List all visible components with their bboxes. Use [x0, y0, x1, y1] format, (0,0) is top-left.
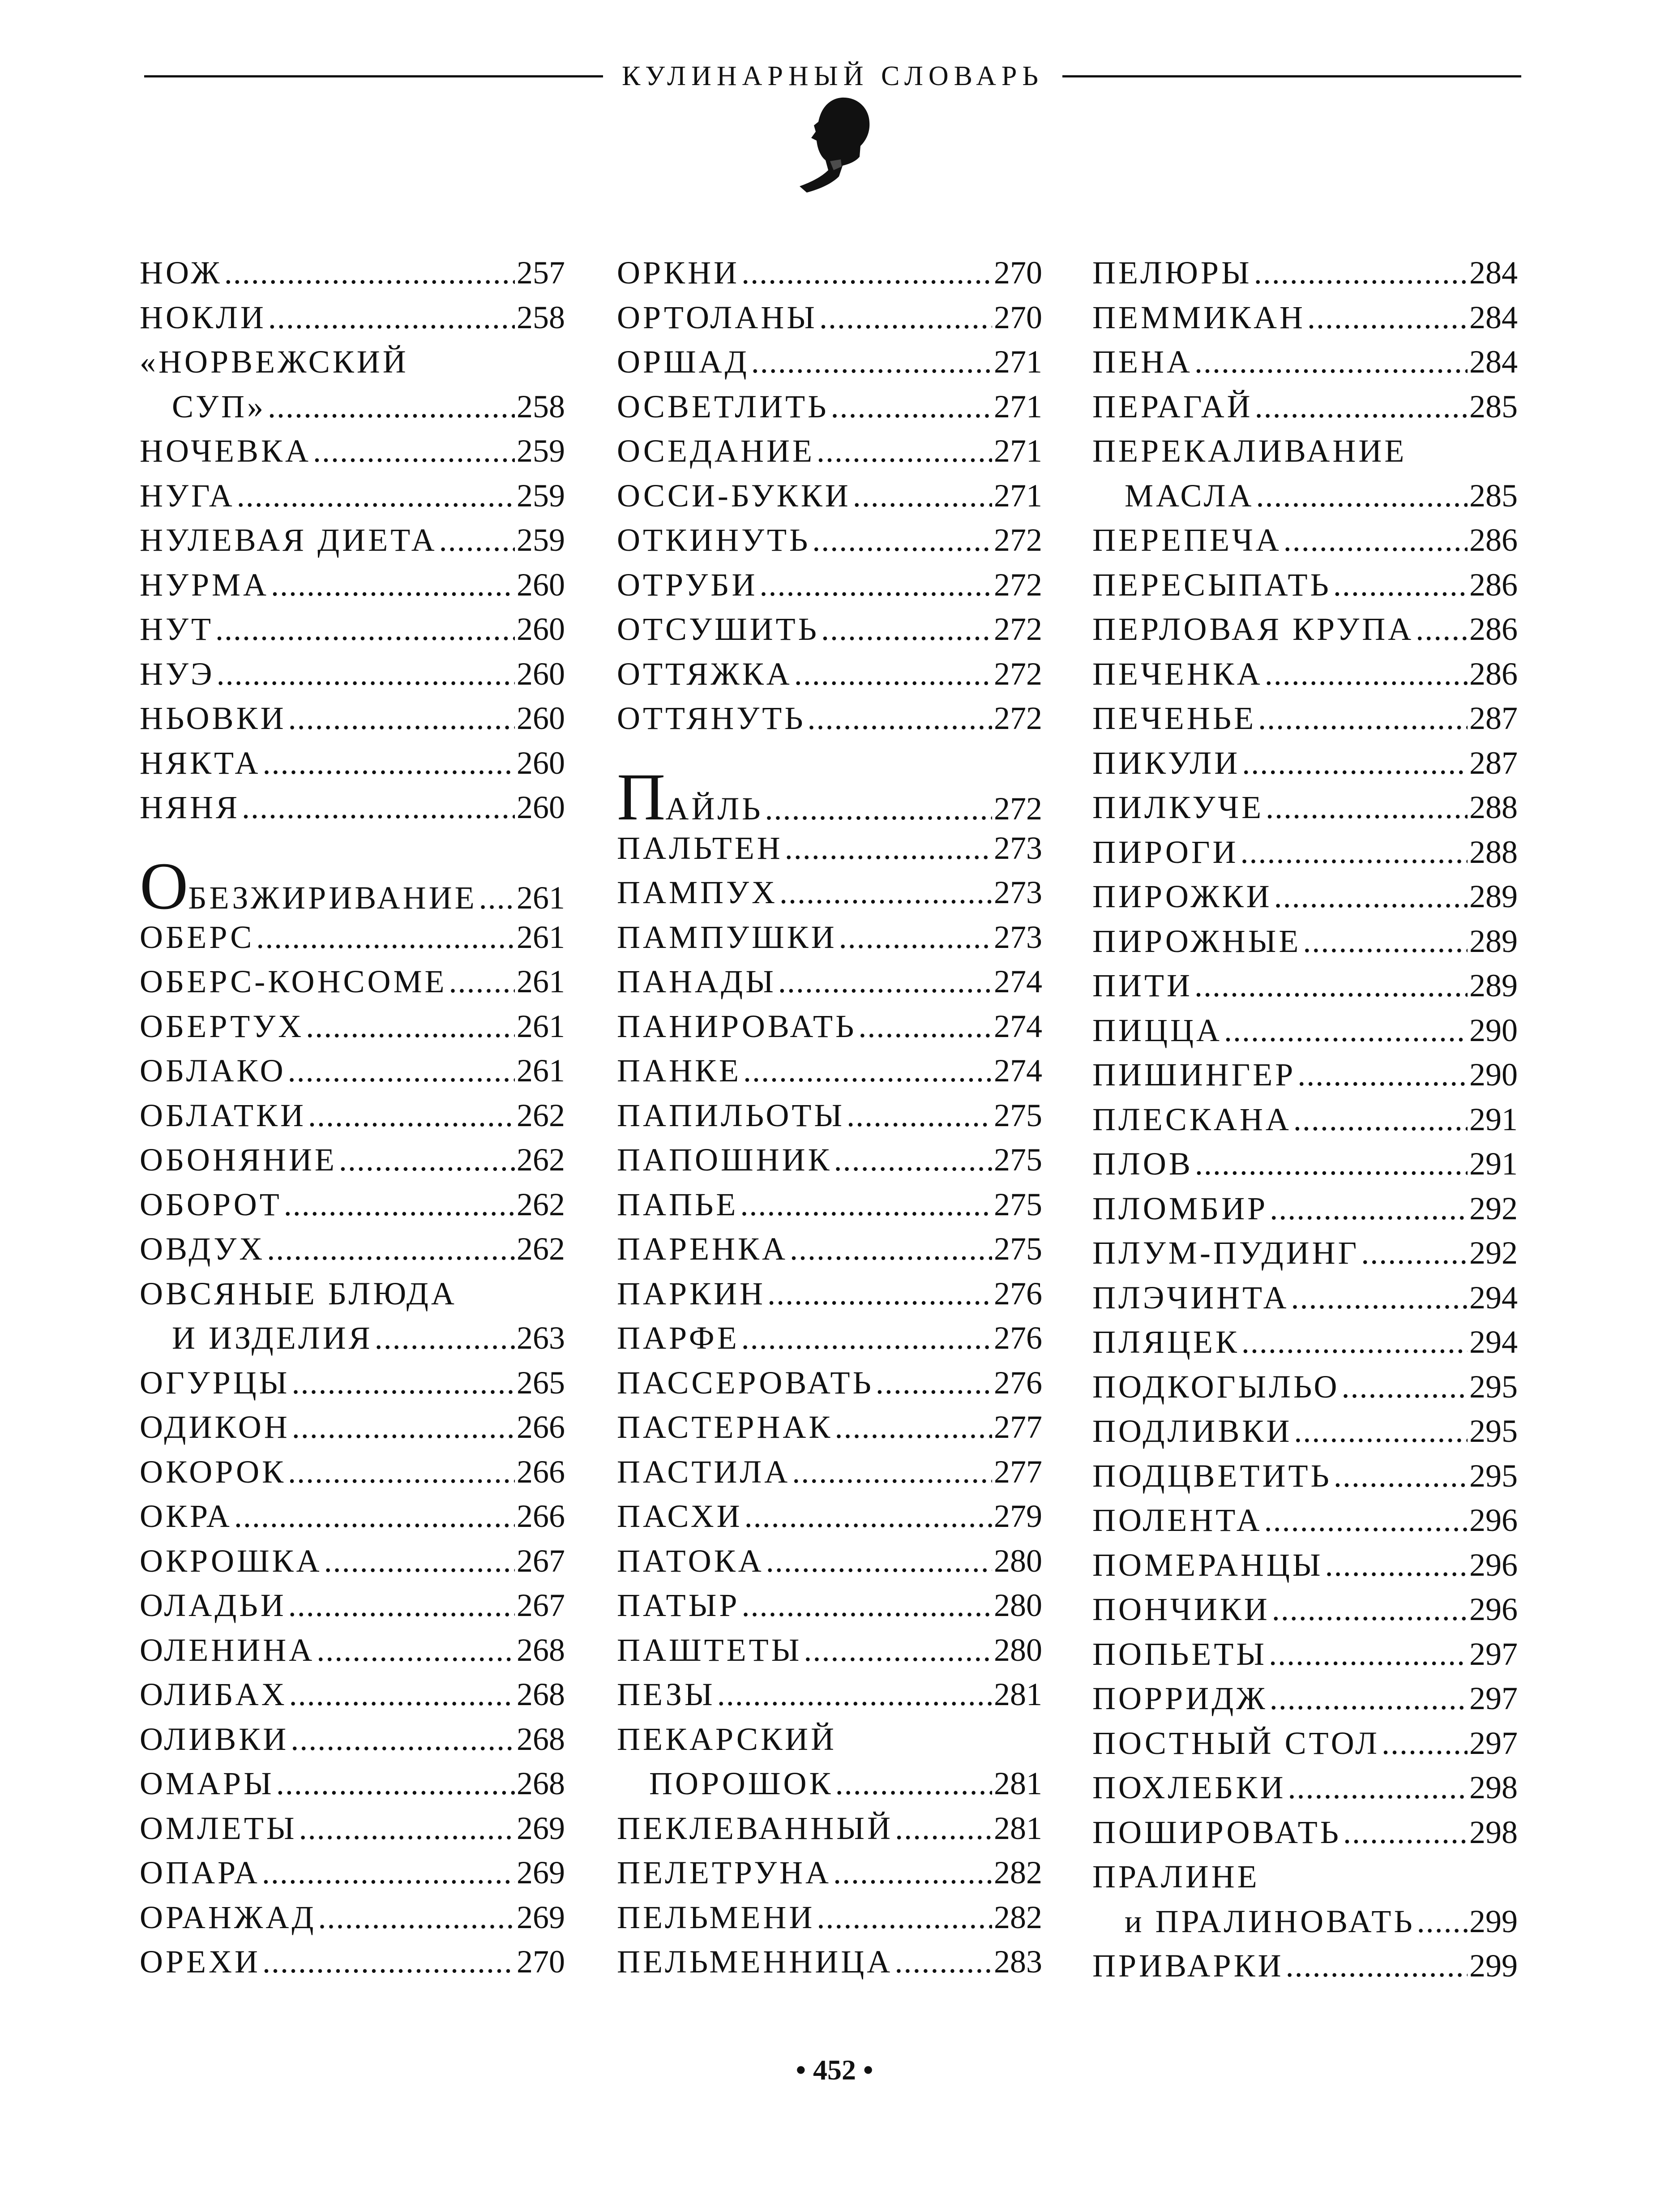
- index-entry: ОБЕРС ..... 261: [140, 915, 565, 960]
- index-entry: ПЕЗЫ ..... 281: [617, 1672, 1042, 1717]
- index-entry: ПИЛКУЧЕ ..... 288: [1092, 785, 1518, 830]
- index-entry: ПАНИРОВАТЬ ..... 274: [617, 1004, 1042, 1049]
- index-entry: ПЕРЛОВАЯ КРУПА ..... 286: [1092, 607, 1518, 652]
- index-entry: ОЛИВКИ ..... 268: [140, 1717, 565, 1762]
- index-entry: ПАСТЕРНАК ..... 277: [617, 1405, 1042, 1450]
- index-entry: ОКРА ..... 266: [140, 1494, 565, 1539]
- index-entry: ПЕРАГАЙ ..... 285: [1092, 385, 1518, 429]
- index-entry: ПРИВАРКИ ..... 299: [1092, 1944, 1518, 1989]
- index-entry: ПЕММИКАН ..... 284: [1092, 296, 1518, 340]
- index-entry: ПИТИ ..... 289: [1092, 964, 1518, 1008]
- index-entry: ПИКУЛИ ..... 287: [1092, 741, 1518, 786]
- index-entry: ПЛОМБИР ..... 292: [1092, 1187, 1518, 1231]
- index-entry: ПОДЛИВКИ ..... 295: [1092, 1409, 1518, 1454]
- index-entry: ПАЛЬТЕН ..... 273: [617, 826, 1042, 871]
- index-entry: ПИРОГИ ..... 288: [1092, 830, 1518, 875]
- index-entry: ПЛОВ ..... 291: [1092, 1142, 1518, 1187]
- index-entry-head: «НОРВЕЖСКИЙ: [140, 344, 409, 380]
- index-entry: НОЧЕВКА ..... 259: [140, 429, 565, 474]
- index-entry: ОПАРА ..... 269: [140, 1851, 565, 1895]
- index-entry-continuation: СУП» ..... 258: [140, 385, 565, 429]
- index-entry: ПЛЕСКАНА ..... 291: [1092, 1097, 1518, 1142]
- index-entry: ПАТОКА ..... 280: [617, 1539, 1042, 1584]
- index-entry-head: ПРАЛИНЕ: [1092, 1859, 1260, 1895]
- index-entry: ПОДЦВЕТИТЬ ..... 295: [1092, 1454, 1518, 1499]
- index-entry: ПОРРИДЖ ..... 297: [1092, 1676, 1518, 1721]
- index-entry: ПАПЬЕ ..... 275: [617, 1183, 1042, 1227]
- index-entry: ОБЛАТКИ ..... 262: [140, 1093, 565, 1138]
- index-column-2: [617, 251, 1042, 1985]
- index-entry: ОРШАД ..... 271: [617, 340, 1042, 385]
- index-entry: ПЛЭЧИНТА ..... 294: [1092, 1276, 1518, 1320]
- section-first-entry-p: ПАЙЛЬ ..... 272: [617, 768, 1042, 826]
- index-entry: ОБЕРС-КОНСОМЕ ..... 261: [140, 960, 565, 1004]
- header-rule-left: [144, 75, 603, 77]
- index-entry: ПОШИРОВАТЬ ..... 298: [1092, 1810, 1518, 1855]
- drop-letter: О: [140, 849, 188, 923]
- index-entry: НЬОВКИ ..... 260: [140, 696, 565, 741]
- index-entry: ОБОРОТ ..... 262: [140, 1183, 565, 1227]
- section-first-entry-o: ОБЕЗЖИРИВАНИЕ ..... 261: [140, 857, 565, 915]
- index-entry: ПОСТНЫЙ СТОЛ ..... 297: [1092, 1721, 1518, 1766]
- index-entry: ПЕНА ..... 284: [1092, 340, 1518, 385]
- index-entry: ОВДУХ ..... 262: [140, 1227, 565, 1272]
- index-entry: ОСВЕТЛИТЬ ..... 271: [617, 385, 1042, 429]
- index-entry-head: ОВСЯНЫЕ БЛЮДА: [140, 1275, 457, 1312]
- index-entry: ПОПЬЕТЫ ..... 297: [1092, 1632, 1518, 1677]
- index-entry: ПЕКЛЕВАННЫЙ ..... 281: [617, 1806, 1042, 1851]
- index-entry: НУТ ..... 260: [140, 607, 565, 652]
- index-entry: ОРАНЖАД ..... 269: [140, 1895, 565, 1940]
- index-entry: ОБЛАКО ..... 261: [140, 1049, 565, 1093]
- index-entry: ОТКИНУТЬ ..... 272: [617, 518, 1042, 563]
- index-entry: ОМЛЕТЫ ..... 269: [140, 1806, 565, 1851]
- index-entry: ОЛИБАХ ..... 268: [140, 1672, 565, 1717]
- index-entry: ПОНЧИКИ ..... 296: [1092, 1587, 1518, 1632]
- index-entry: ОРТОЛАНЫ ..... 270: [617, 296, 1042, 340]
- index-entry: ПАМПУХ ..... 273: [617, 870, 1042, 915]
- index-entry: ПАНАДЫ ..... 274: [617, 960, 1042, 1004]
- index-entry: ПИРОЖНЫЕ ..... 289: [1092, 919, 1518, 964]
- index-entry: ОРКНИ ..... 270: [617, 251, 1042, 296]
- index-entry: ПЛУМ-ПУДИНГ ..... 292: [1092, 1231, 1518, 1276]
- index-entry: ПИШИНГЕР ..... 290: [1092, 1053, 1518, 1097]
- index-entry: ОТСУШИТЬ ..... 272: [617, 607, 1042, 652]
- index-entry: ПЕРЕСЫПАТЬ ..... 286: [1092, 563, 1518, 608]
- index-entry-continuation: и ПРАЛИНОВАТЬ ..... 299: [1092, 1899, 1518, 1944]
- index-entry: НУРМА ..... 260: [140, 563, 565, 608]
- index-entry: ОМАРЫ ..... 268: [140, 1762, 565, 1806]
- index-entry: ПАССЕРОВАТЬ ..... 276: [617, 1361, 1042, 1406]
- index-entry: ПОХЛЕБКИ ..... 298: [1092, 1766, 1518, 1810]
- index-entry: ПАСХИ ..... 279: [617, 1494, 1042, 1539]
- index-entry: НОЖ ..... 257: [140, 251, 565, 296]
- index-entry-head: ПЕРЕКАЛИВАНИЕ: [1092, 433, 1407, 469]
- index-entry: ПОЛЕНТА ..... 296: [1092, 1498, 1518, 1543]
- index-entry: ОЛАДЬИ ..... 267: [140, 1583, 565, 1628]
- index-entry: ОССИ-БУККИ ..... 271: [617, 474, 1042, 519]
- index-entry: ПЕЛЬМЕНИ ..... 282: [617, 1895, 1042, 1940]
- index-entry: ОТТЯЖКА ..... 272: [617, 652, 1042, 697]
- index-entry: ПАСТИЛА ..... 277: [617, 1450, 1042, 1495]
- index-entry: ОКОРОК ..... 266: [140, 1450, 565, 1495]
- index-entry: ОСЕДАНИЕ ..... 271: [617, 429, 1042, 474]
- index-entry: ПЕЛЬМЕННИЦА ..... 283: [617, 1940, 1042, 1985]
- index-entry: НУЭ ..... 260: [140, 652, 565, 697]
- index-entry: ПЕЧЕНКА ..... 286: [1092, 652, 1518, 697]
- index-entry: ПАРЕНКА ..... 275: [617, 1227, 1042, 1272]
- index-entry: ПЛЯЦЕК ..... 294: [1092, 1320, 1518, 1365]
- index-entry: ПАМПУШКИ ..... 273: [617, 915, 1042, 960]
- index-entry: ПИРОЖКИ ..... 289: [1092, 875, 1518, 919]
- index-entry: ОГУРЦЫ ..... 265: [140, 1361, 565, 1406]
- index-entry: ОТРУБИ ..... 272: [617, 563, 1042, 608]
- index-entry: ОЛЕНИНА ..... 268: [140, 1628, 565, 1673]
- index-entry: ПАПОШНИК ..... 275: [617, 1138, 1042, 1183]
- index-entry: ПЕЛЮРЫ ..... 284: [1092, 251, 1518, 296]
- index-entry: ОБЕРТУХ ..... 261: [140, 1004, 565, 1049]
- index-entry: НОКЛИ ..... 258: [140, 296, 565, 340]
- page-number: • 452 •: [796, 2054, 873, 2086]
- index-entry: ПАПИЛЬОТЫ ..... 275: [617, 1093, 1042, 1138]
- index-entry: ОТТЯНУТЬ ..... 272: [617, 696, 1042, 741]
- silhouette-portrait-icon: [789, 94, 883, 193]
- drop-letter: П: [617, 759, 666, 834]
- index-entry: ОДИКОН ..... 266: [140, 1405, 565, 1450]
- index-entry: ПОМЕРАНЦЫ ..... 296: [1092, 1543, 1518, 1588]
- index-entry-continuation: МАСЛА ..... 285: [1092, 474, 1518, 519]
- header-title: КУЛИНАРНЫЙ СЛОВАРЬ: [622, 60, 1044, 91]
- index-entry: ОКРОШКА ..... 267: [140, 1539, 565, 1584]
- index-entry: ПИЦЦА ..... 290: [1092, 1008, 1518, 1053]
- index-column-1: [140, 251, 565, 1985]
- index-entry: ПАШТЕТЫ ..... 280: [617, 1628, 1042, 1673]
- index-entry: ПОДКОГЫЛЬО ..... 295: [1092, 1365, 1518, 1410]
- index-entry: ПАРФЕ ..... 276: [617, 1316, 1042, 1361]
- index-entry: НУЛЕВАЯ ДИЕТА ..... 259: [140, 518, 565, 563]
- index-entry: ПАРКИН ..... 276: [617, 1272, 1042, 1316]
- index-entry: ПЕЛЕТРУНА ..... 282: [617, 1851, 1042, 1895]
- index-entry-continuation: И ИЗДЕЛИЯ ..... 263: [140, 1316, 565, 1361]
- index-entry: ПЕЧЕНЬЕ ..... 287: [1092, 696, 1518, 741]
- index-column-3: [1092, 251, 1518, 1989]
- index-entry: ОБОНЯНИЕ ..... 262: [140, 1138, 565, 1183]
- index-entry: ОРЕХИ ..... 270: [140, 1940, 565, 1985]
- index-entry: НЯКТА ..... 260: [140, 741, 565, 786]
- index-entry-continuation: ПОРОШОК ..... 281: [617, 1762, 1042, 1806]
- header-rule-right: [1062, 75, 1521, 77]
- index-entry-head: ПЕКАРСКИЙ: [617, 1721, 837, 1757]
- index-entry: ПАТЫР ..... 280: [617, 1583, 1042, 1628]
- index-entry: НЯНЯ ..... 260: [140, 785, 565, 830]
- index-entry: ПЕРЕПЕЧА ..... 286: [1092, 518, 1518, 563]
- index-entry: НУГА ..... 259: [140, 474, 565, 519]
- index-entry: ПАНКЕ ..... 274: [617, 1049, 1042, 1093]
